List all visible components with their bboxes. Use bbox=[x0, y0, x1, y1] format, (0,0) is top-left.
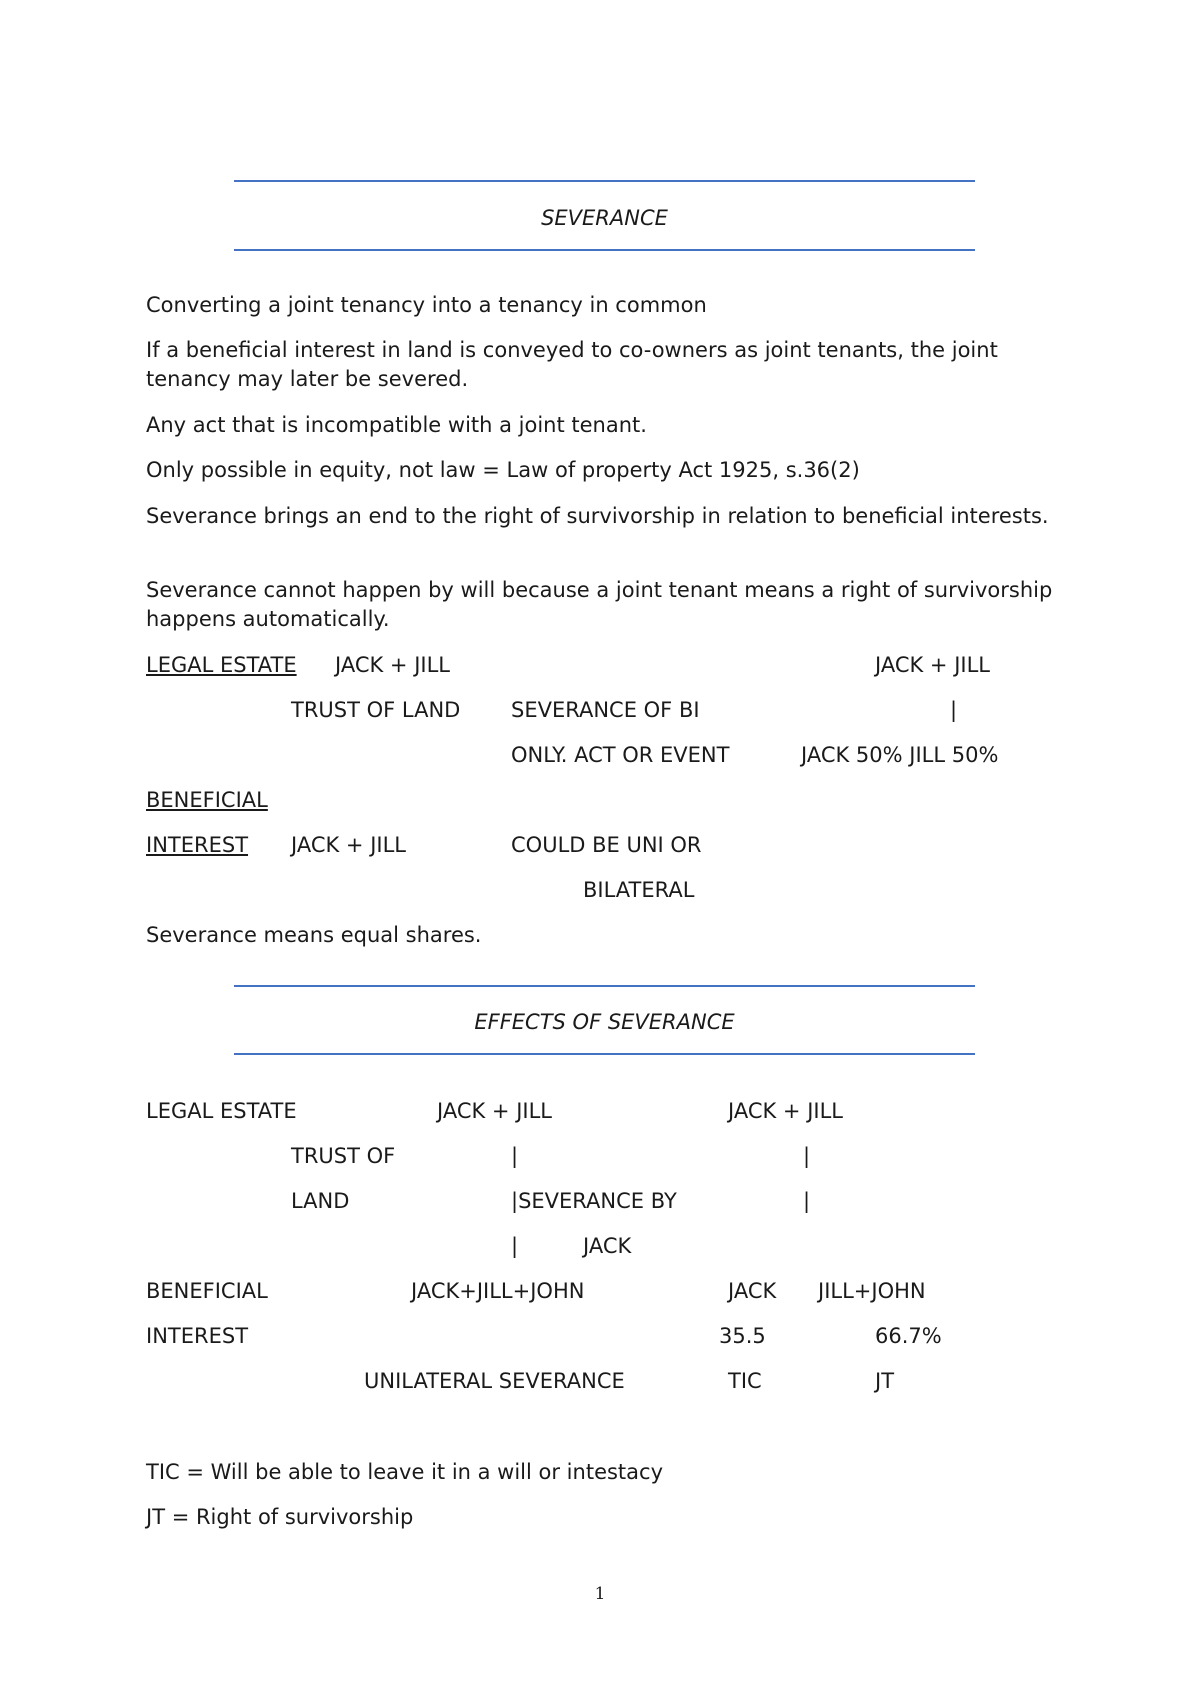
jt-label: JT bbox=[875, 1369, 895, 1393]
heading-rule-top bbox=[234, 180, 975, 182]
legal-estate-parties-after: JACK + JILL bbox=[728, 1099, 843, 1123]
share-jack: 35.5 bbox=[719, 1324, 766, 1348]
only-act-label: ONLY. ACT OR EVENT bbox=[511, 743, 730, 767]
share-jill-john: 66.7% bbox=[875, 1324, 942, 1348]
right-party-jill-john: JILL+JOHN bbox=[818, 1279, 926, 1303]
definition-jt: JT = Right of survivorship bbox=[146, 1505, 414, 1529]
heading-rule-bottom bbox=[234, 1053, 975, 1055]
legal-estate-label: LEGAL ESTATE bbox=[146, 1099, 297, 1123]
could-be-label: COULD BE UNI OR bbox=[511, 833, 702, 857]
beneficial-parties: JACK+JILL+JOHN bbox=[411, 1279, 585, 1303]
connector-pipe: | bbox=[950, 698, 958, 722]
legal-estate-parties: JACK + JILL bbox=[335, 653, 450, 677]
page-number: 1 bbox=[594, 1584, 606, 1604]
heading-rule-bottom bbox=[234, 249, 975, 251]
connector-pipe: | bbox=[803, 1189, 811, 1213]
legal-estate-label: LEGAL ESTATE bbox=[146, 653, 297, 677]
trust-of-land-label: TRUST OF LAND bbox=[291, 698, 461, 722]
paragraph: Severance cannot happen by will because a joint tenant means a right of survivorship happens automatically. bbox=[146, 578, 1053, 631]
connector-pipe: | bbox=[803, 1144, 811, 1168]
beneficial-parties: JACK + JILL bbox=[291, 833, 406, 857]
paragraph: Converting a joint tenancy into a tenancy in common bbox=[146, 293, 707, 317]
section-heading-severance: SEVERANCE bbox=[541, 206, 668, 230]
land-label: LAND bbox=[291, 1189, 350, 1213]
legal-estate-parties: JACK + JILL bbox=[437, 1099, 552, 1123]
interest-label: INTEREST bbox=[146, 1324, 249, 1348]
right-party-jack: JACK bbox=[728, 1279, 777, 1303]
unilateral-severance-label: UNILATERAL SEVERANCE bbox=[364, 1369, 625, 1393]
trust-of-label: TRUST OF bbox=[291, 1144, 396, 1168]
closing-paragraph: Severance means equal shares. bbox=[146, 923, 482, 947]
tic-label: TIC bbox=[728, 1369, 762, 1393]
definition-tic: TIC = Will be able to leave it in a will or intestacy bbox=[146, 1460, 664, 1484]
legal-estate-parties-after: JACK + JILL bbox=[875, 653, 990, 677]
severing-party-label: JACK bbox=[583, 1234, 632, 1258]
heading-rule-top bbox=[234, 985, 975, 987]
connector-pipe: | bbox=[511, 1234, 519, 1258]
connector-pipe: | bbox=[511, 1144, 519, 1168]
bilateral-label: BILATERAL bbox=[583, 878, 695, 902]
paragraph: If a beneficial interest in land is conveyed to co-owners as joint tenants, the joint tenancy may later be severed. bbox=[146, 338, 998, 391]
severance-of-bi-label: SEVERANCE OF BI bbox=[511, 698, 700, 722]
severance-by-label: |SEVERANCE BY bbox=[511, 1189, 677, 1213]
paragraph: Only possible in equity, not law = Law of property Act 1925, s.36(2) bbox=[146, 458, 860, 482]
paragraph: Severance brings an end to the right of survivorship in relation to beneficial interests. bbox=[146, 504, 1049, 528]
beneficial-label: BENEFICIAL bbox=[146, 788, 268, 812]
equal-shares-label: JACK 50% JILL 50% bbox=[801, 743, 999, 767]
interest-label: INTEREST bbox=[146, 833, 249, 857]
paragraph: Any act that is incompatible with a joint tenant. bbox=[146, 413, 647, 437]
beneficial-label: BENEFICIAL bbox=[146, 1279, 268, 1303]
section-heading-effects: EFFECTS OF SEVERANCE bbox=[474, 1010, 735, 1034]
